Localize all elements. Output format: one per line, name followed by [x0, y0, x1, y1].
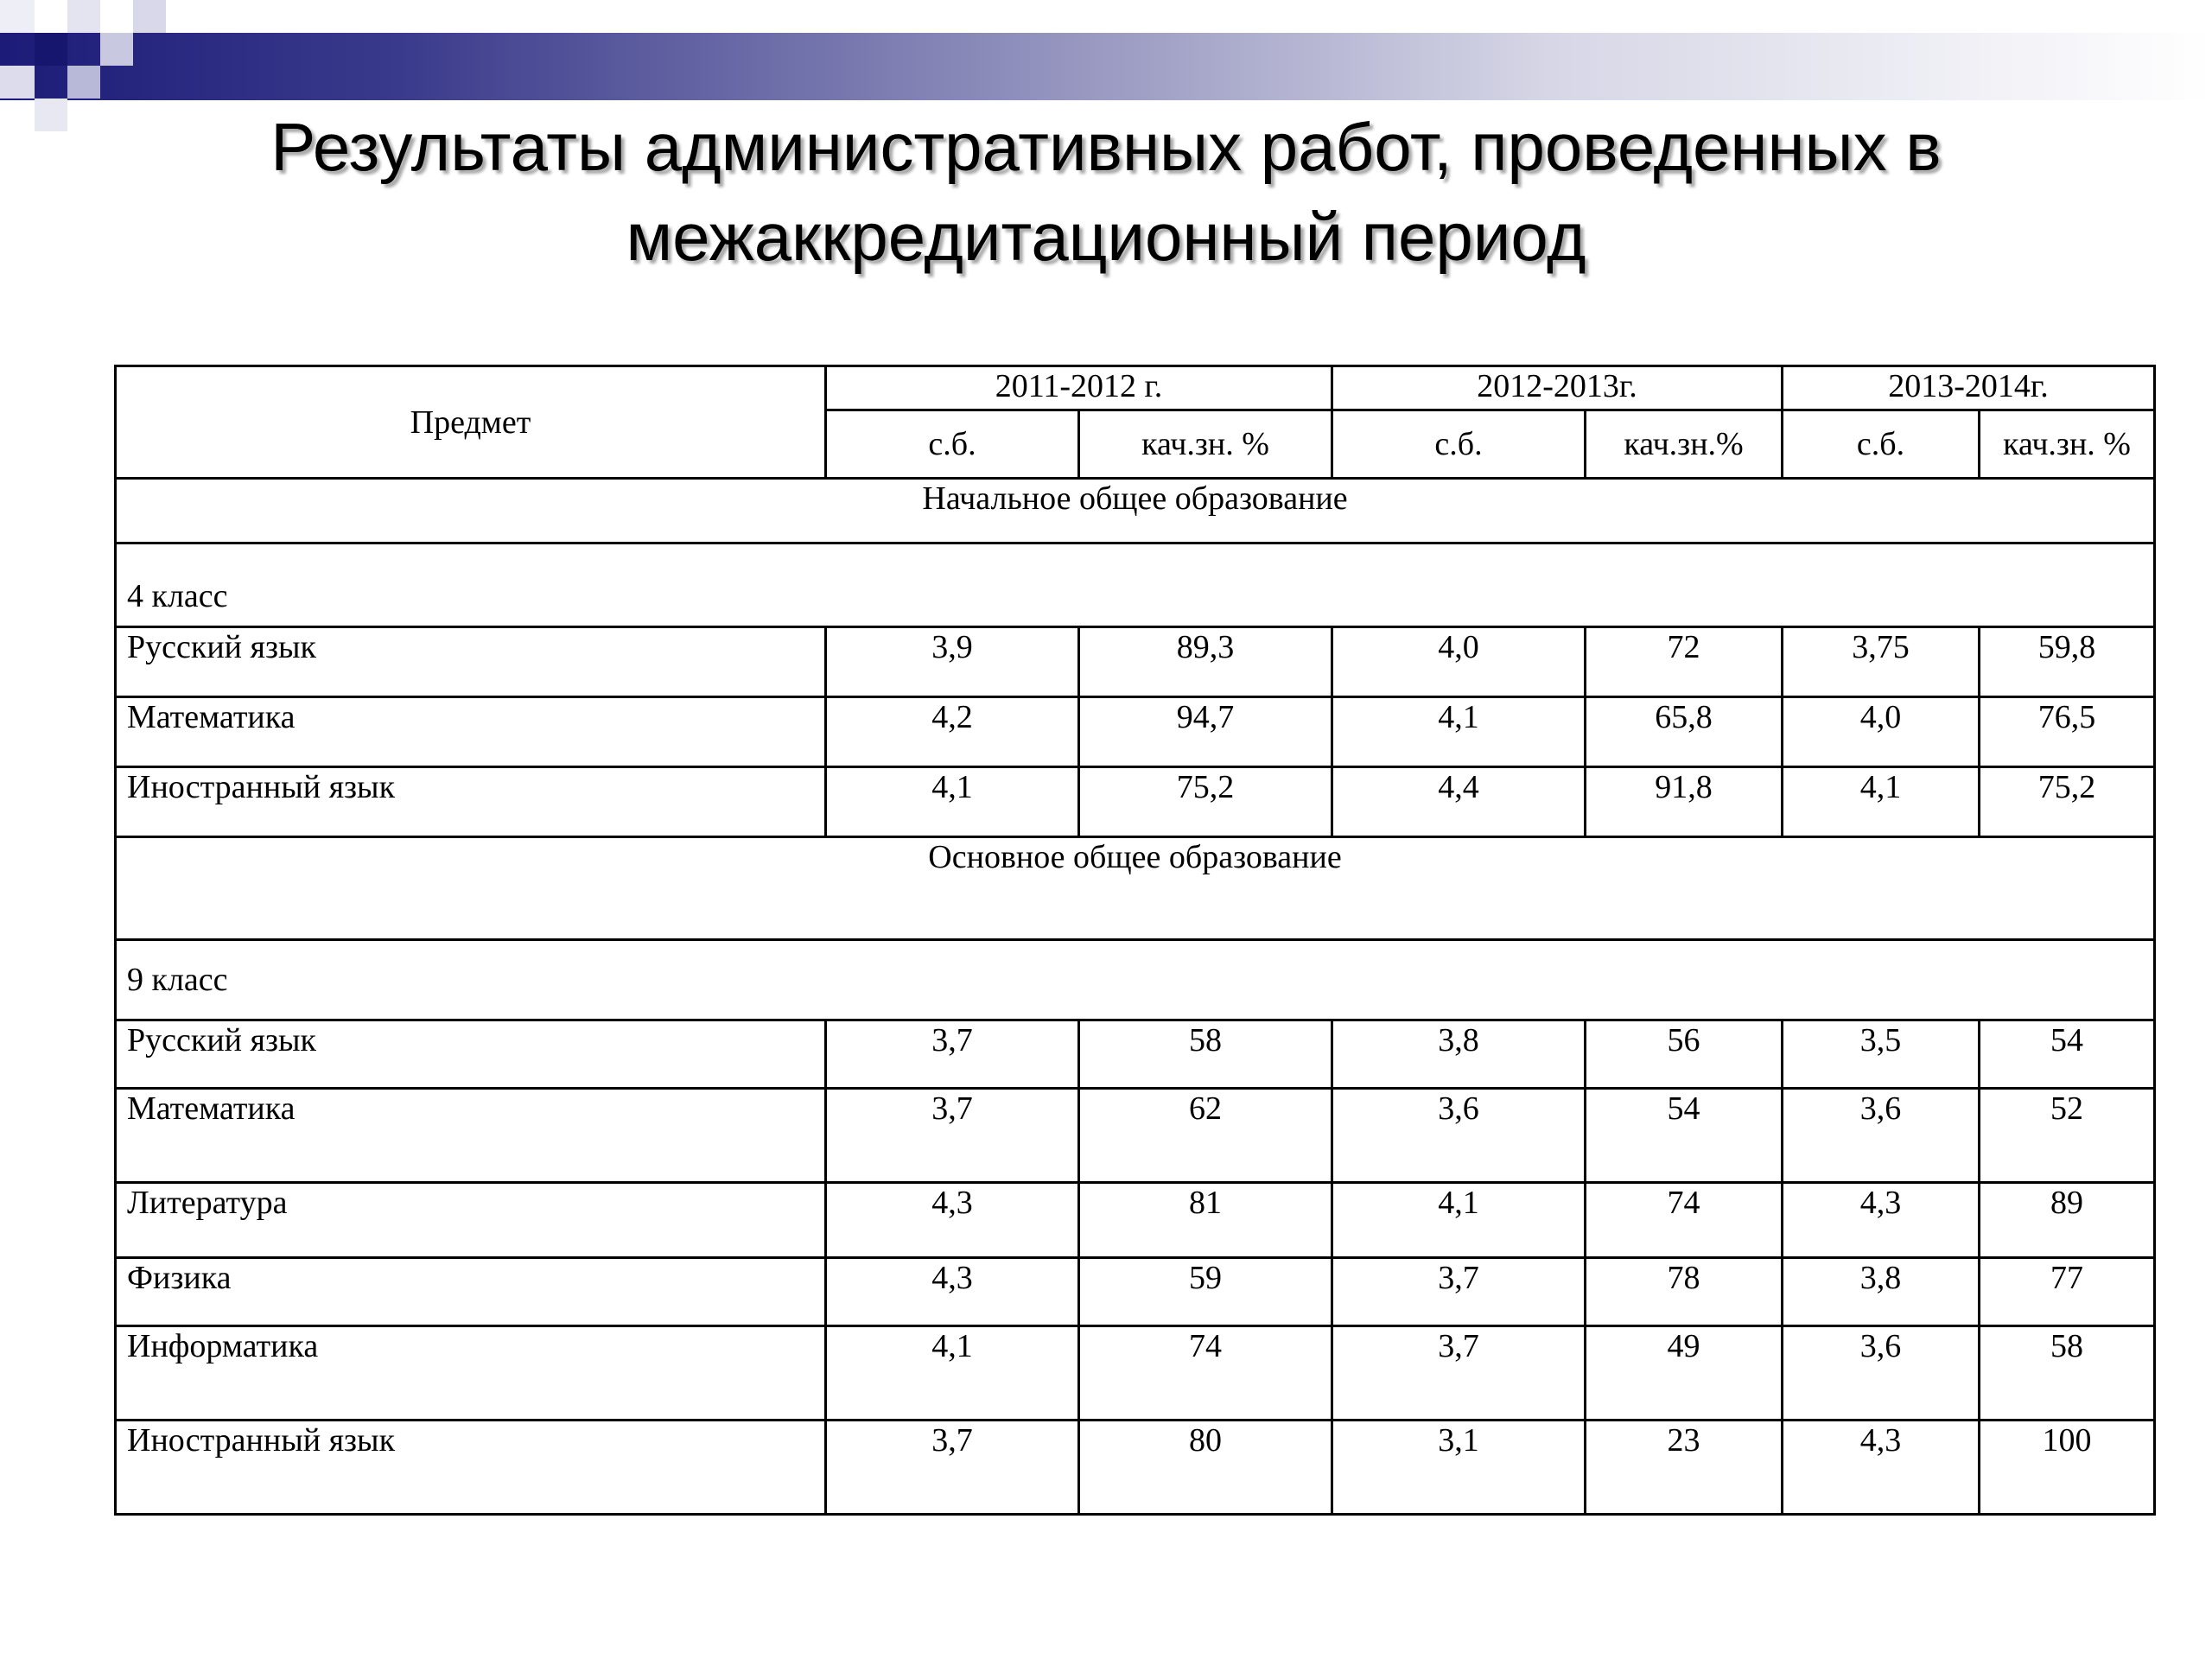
value-cell: 3,6 [1783, 1089, 1980, 1183]
value-cell: 75,2 [1980, 767, 2155, 837]
subject-cell: Литература [116, 1183, 826, 1258]
value-cell: 4,3 [826, 1258, 1079, 1326]
value-cell: 4,1 [1783, 767, 1980, 837]
value-cell: 75,2 [1079, 767, 1332, 837]
table-row [116, 697, 2155, 767]
section-heading: Основное общее образование [116, 837, 2155, 940]
year-header: 2012-2013г. [1332, 366, 1783, 410]
value-cell: 3,6 [1783, 1326, 1980, 1421]
decor-square [67, 0, 100, 33]
value-cell: 3,8 [1783, 1258, 1980, 1326]
value-cell: 91,8 [1586, 767, 1783, 837]
decor-square [67, 66, 100, 99]
value-cell: 89 [1980, 1183, 2155, 1258]
metric-header: с.б. [826, 410, 1079, 479]
value-cell: 4,4 [1332, 767, 1586, 837]
subject-cell: Русский язык [116, 1020, 826, 1089]
metric-header: кач.зн. % [1079, 410, 1332, 479]
primary-rows [116, 627, 2155, 837]
value-cell: 58 [1079, 1020, 1332, 1089]
value-cell: 3,9 [826, 627, 1079, 697]
value-cell: 3,5 [1783, 1020, 1980, 1089]
value-cell: 4,0 [1332, 627, 1586, 697]
value-cell: 3,7 [1332, 1326, 1586, 1421]
value-cell: 54 [1980, 1020, 2155, 1089]
subject-cell: Иностранный язык [116, 767, 826, 837]
value-cell: 4,1 [826, 1326, 1079, 1421]
subject-cell: Физика [116, 1258, 826, 1326]
value-cell: 59 [1079, 1258, 1332, 1326]
metric-header: кач.зн.% [1586, 410, 1783, 479]
table-row [116, 767, 2155, 837]
metric-header: с.б. [1332, 410, 1586, 479]
subject-cell: Математика [116, 697, 826, 767]
decor-square [100, 33, 133, 66]
value-cell: 3,7 [826, 1421, 1079, 1515]
table-row [116, 1258, 2155, 1326]
value-cell: 80 [1079, 1421, 1332, 1515]
value-cell: 4,3 [1783, 1183, 1980, 1258]
grade-label: 4 класс [116, 543, 2155, 627]
value-cell: 4,3 [826, 1183, 1079, 1258]
section-heading: Начальное общее образование [116, 479, 2155, 543]
value-cell: 4,1 [1332, 1183, 1586, 1258]
value-cell: 58 [1980, 1326, 2155, 1421]
value-cell: 4,0 [1783, 697, 1980, 767]
value-cell: 23 [1586, 1421, 1783, 1515]
value-cell: 3,1 [1332, 1421, 1586, 1515]
table-row [116, 1326, 2155, 1421]
value-cell: 54 [1586, 1089, 1783, 1183]
year-header: 2011-2012 г. [826, 366, 1332, 410]
value-cell: 4,2 [826, 697, 1079, 767]
value-cell: 65,8 [1586, 697, 1783, 767]
value-cell: 49 [1586, 1326, 1783, 1421]
value-cell: 3,8 [1332, 1020, 1586, 1089]
value-cell: 81 [1079, 1183, 1332, 1258]
grade-row [116, 940, 2155, 1020]
value-cell: 77 [1980, 1258, 2155, 1326]
table-row [116, 1020, 2155, 1089]
slide-title-line-2: межаккредитационный период [626, 199, 1586, 275]
value-cell: 56 [1586, 1020, 1783, 1089]
value-cell: 4,1 [1332, 697, 1586, 767]
section-row [116, 837, 2155, 940]
header-row-years [116, 366, 2155, 410]
value-cell: 89,3 [1079, 627, 1332, 697]
value-cell: 3,7 [1332, 1258, 1586, 1326]
value-cell: 3,6 [1332, 1089, 1586, 1183]
value-cell: 59,8 [1980, 627, 2155, 697]
decor-square [35, 99, 67, 131]
subject-header: Предмет [116, 366, 826, 479]
slide-title [86, 102, 2126, 282]
value-cell: 76,5 [1980, 697, 2155, 767]
value-cell: 3,7 [826, 1020, 1079, 1089]
value-cell: 4,3 [1783, 1421, 1980, 1515]
section-row [116, 479, 2155, 543]
grade-row [116, 543, 2155, 627]
value-cell: 74 [1586, 1183, 1783, 1258]
decor-square [0, 66, 35, 99]
value-cell: 52 [1980, 1089, 2155, 1183]
metric-header: кач.зн. % [1980, 410, 2155, 479]
subject-cell: Информатика [116, 1326, 826, 1421]
basic-rows [116, 1020, 2155, 1515]
grade-label: 9 класс [116, 940, 2155, 1020]
value-cell: 74 [1079, 1326, 1332, 1421]
results-table [114, 365, 2156, 1516]
slide-title-line-1: Результаты административных работ, проведенных в [270, 109, 1942, 185]
value-cell: 62 [1079, 1089, 1332, 1183]
decor-square [0, 0, 35, 33]
value-cell: 4,1 [826, 767, 1079, 837]
table-row [116, 1421, 2155, 1515]
value-cell: 94,7 [1079, 697, 1332, 767]
decor-square [35, 33, 67, 66]
subject-cell: Математика [116, 1089, 826, 1183]
table-row [116, 627, 2155, 697]
year-header: 2013-2014г. [1783, 366, 2155, 410]
value-cell: 72 [1586, 627, 1783, 697]
value-cell: 100 [1980, 1421, 2155, 1515]
value-cell: 3,7 [826, 1089, 1079, 1183]
table-row [116, 1089, 2155, 1183]
metric-header: с.б. [1783, 410, 1980, 479]
subject-cell: Иностранный язык [116, 1421, 826, 1515]
decor-square [133, 0, 166, 33]
value-cell: 3,75 [1783, 627, 1980, 697]
subject-cell: Русский язык [116, 627, 826, 697]
header-decoration-bar [0, 33, 2212, 100]
table-row [116, 1183, 2155, 1258]
value-cell: 78 [1586, 1258, 1783, 1326]
